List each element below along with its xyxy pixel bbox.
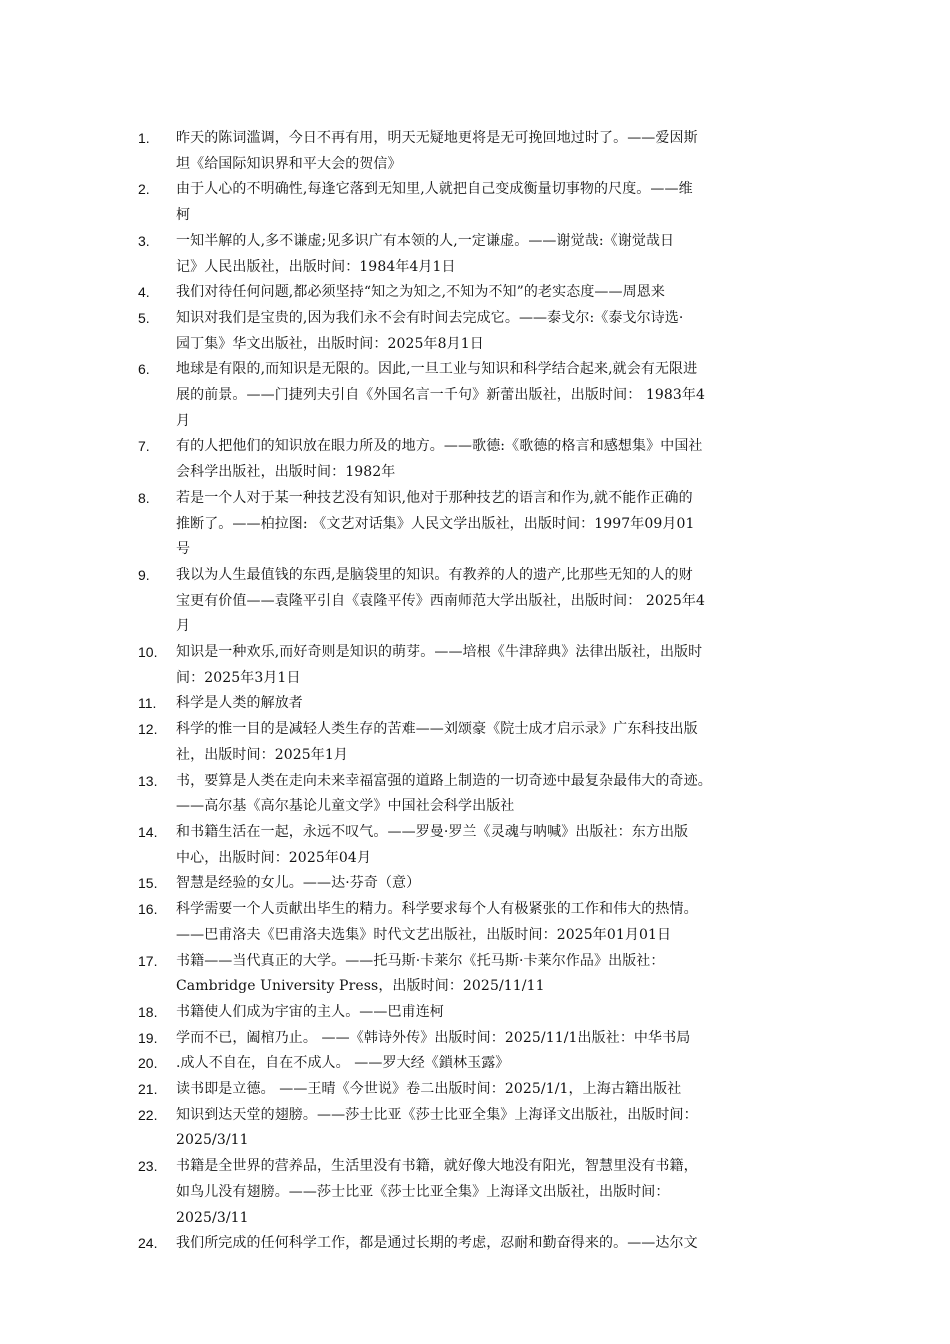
list-item-number: 20.	[138, 1055, 158, 1072]
quote-line: 月	[176, 412, 191, 429]
quote-text	[176, 1231, 828, 1257]
quote-line: 会科学出版社，出版时间：1982年	[176, 464, 396, 481]
quote-line: 由于人心的不明确性,每逢它落到无知里,人就把自己变成衡量切事物的尺度。——维	[176, 181, 693, 198]
list-item-number: 13.	[138, 772, 158, 789]
quote-text	[176, 1077, 828, 1103]
quote-line: 科学是人类的解放者	[176, 695, 303, 712]
list-item-number: 15.	[138, 875, 158, 892]
list-item-number: 22.	[138, 1106, 158, 1123]
quote-line: 知识对我们是宝贵的,因为我们永不会有时间去完成它。——泰戈尔:《泰戈尔诗选·	[176, 309, 684, 326]
quote-text	[176, 640, 828, 691]
quote-text	[176, 1154, 828, 1231]
list-item	[138, 1103, 828, 1154]
quote-line: 若是一个人对于某一种技艺没有知识,他对于那种技艺的语言和作为,就不能作正确的	[176, 489, 693, 506]
quote-text	[176, 126, 828, 177]
quote-text	[176, 871, 828, 897]
list-item	[138, 434, 828, 485]
list-item	[138, 486, 828, 563]
quote-line: 科学需要一个人贡献出毕生的精力。科学要求每个人有极紧张的工作和伟大的热情。	[176, 901, 698, 918]
list-item	[138, 871, 828, 897]
quote-line: 我们对待任何问题,都必须坚持“知之为知之,不知为不知”的老实态度——周恩来	[176, 284, 665, 301]
quote-line: 2025/3/11	[176, 1132, 249, 1149]
quote-line: 学而不已，阖棺乃止。 ——《韩诗外传》出版时间：2025/11/1出版社：中华书局	[176, 1029, 691, 1046]
list-item-number: 3.	[138, 232, 150, 249]
quote-line: 科学的惟一目的是减轻人类生存的苦难——刘颂豪《院士成才启示录》广东科技出版	[176, 721, 698, 738]
list-item-number: 24.	[138, 1235, 158, 1252]
list-item	[138, 177, 828, 228]
list-item	[138, 126, 828, 177]
list-item	[138, 1051, 828, 1077]
quote-text	[176, 357, 828, 434]
quote-text	[176, 486, 828, 563]
list-item	[138, 1000, 828, 1026]
list-item-number: 4.	[138, 284, 150, 301]
quote-line: 书籍是全世界的营养品，生活里没有书籍，就好像大地没有阳光，智慧里没有书籍，	[176, 1158, 698, 1175]
quote-line: 昨天的陈词滥调，今日不再有用，明天无疑地更将是无可挽回地过时了。——爱因斯	[176, 130, 698, 146]
quote-text	[176, 897, 828, 948]
list-item	[138, 897, 828, 948]
quote-line: 地球是有限的,而知识是无限的。因此,一旦工业与知识和科学结合起来,就会有无限进	[176, 361, 698, 378]
quote-line: 书籍使人们成为宇宙的主人。——巴甫连柯	[176, 1003, 444, 1020]
quote-line: Cambridge University Press，出版时间：2025/11/11	[176, 978, 545, 995]
quote-line: 中心，出版时间：2025年04月	[176, 849, 372, 866]
quote-text	[176, 1051, 828, 1077]
quote-line: 园丁集》华文出版社，出版时间：2025年8月1日	[176, 335, 484, 352]
quote-line: 间：2025年3月1日	[176, 669, 301, 686]
list-item-number: 16.	[138, 901, 158, 918]
quote-line: 我以为人生最值钱的东西,是脑袋里的知识。有教养的人的遗产,比那些无知的人的财	[176, 566, 693, 583]
quote-list	[138, 126, 828, 1257]
quote-line: 推断了。——柏拉图: 《文艺对话集》人民文学出版社，出版时间：1997年09月01	[176, 515, 695, 532]
list-item	[138, 357, 828, 434]
quote-text	[176, 177, 828, 228]
quote-line: 有的人把他们的知识放在眼力所及的地方。——歌德:《歌德的格言和感想集》中国社	[176, 438, 703, 455]
quote-line: 号	[176, 541, 191, 558]
quote-text	[176, 691, 828, 717]
list-item	[138, 820, 828, 871]
quote-text	[176, 949, 828, 1000]
list-item	[138, 769, 828, 820]
quote-line: 读书即是立德。 ——王晴《今世说》卷二出版时间：2025/1/1，上海古籍出版社	[176, 1081, 682, 1098]
list-item	[138, 1154, 828, 1231]
quote-text	[176, 229, 828, 280]
list-item	[138, 949, 828, 1000]
quote-text	[176, 1103, 828, 1154]
quote-text	[176, 280, 828, 306]
list-item-number: 2.	[138, 181, 150, 198]
list-item	[138, 229, 828, 280]
quote-line: 一知半解的人,多不谦虚;见多识广有本领的人,一定谦虚。——谢觉哉:《谢觉哉日	[176, 232, 675, 249]
quote-line: 记》人民出版社，出版时间：1984年4月1日	[176, 258, 456, 275]
quote-line: 知识到达天堂的翅膀。——莎士比亚《莎士比亚全集》上海译文出版社，出版时间：	[176, 1106, 698, 1123]
list-item-number: 7.	[138, 438, 150, 455]
quote-line: 2025/3/11	[176, 1209, 249, 1226]
list-item-number: 5.	[138, 309, 150, 326]
list-item	[138, 1231, 828, 1257]
quote-text	[176, 1026, 828, 1052]
list-item-number: 19.	[138, 1029, 158, 1046]
list-item-number: 6.	[138, 361, 150, 378]
list-item-number: 11.	[138, 695, 157, 712]
quote-line: ——高尔基《高尔基论儿童文学》中国社会科学出版社	[176, 798, 515, 815]
quote-text	[176, 306, 828, 357]
quote-line: ——巴甫洛夫《巴甫洛夫选集》时代文艺出版社，出版时间：2025年01月01日	[176, 926, 672, 943]
list-item-number: 14.	[138, 823, 158, 840]
quote-line: 宝更有价值——袁隆平引自《袁隆平传》西南师范大学出版社，出版时间： 2025年4	[176, 592, 705, 609]
quote-text	[176, 434, 828, 485]
quote-text	[176, 820, 828, 871]
quote-line: 和书籍生活在一起，永远不叹气。——罗曼·罗兰《灵魂与呐喊》出版社：东方出版	[176, 823, 689, 840]
list-item-number: 18.	[138, 1003, 158, 1020]
list-item-number: 9.	[138, 566, 150, 583]
list-item-number: 12.	[138, 721, 158, 738]
quote-line: 书，要算是人类在走向未来幸福富强的道路上制造的一切奇迹中最复杂最伟大的奇迹。	[176, 772, 712, 789]
list-item	[138, 1077, 828, 1103]
list-item-number: 10.	[138, 644, 158, 661]
list-item	[138, 640, 828, 691]
list-item-number: 21.	[138, 1081, 158, 1098]
quote-line: 知识是一种欢乐,而好奇则是知识的萌芽。——培根《牛津辞典》法律出版社，出版时	[176, 644, 703, 661]
list-item	[138, 306, 828, 357]
quote-line: .成人不自在，自在不成人。 ——罗大经《鎖林玉露》	[176, 1055, 510, 1072]
quote-line: 坦《给国际知识界和平大会的贺信》	[176, 155, 402, 172]
list-item-number: 23.	[138, 1158, 158, 1175]
quote-text	[176, 717, 828, 768]
list-item-number: 1.	[138, 130, 150, 146]
list-item	[138, 691, 828, 717]
quote-text	[176, 1000, 828, 1026]
list-item-number: 8.	[138, 489, 150, 506]
list-item	[138, 563, 828, 640]
quote-line: 如鸟儿没有翅膀。——莎士比亚《莎士比亚全集》上海译文出版社，出版时间：	[176, 1183, 670, 1200]
list-item	[138, 280, 828, 306]
list-item-number: 17.	[138, 952, 158, 969]
quote-line: 我们所完成的任何科学工作，都是通过长期的考虑，忍耐和勤奋得来的。——达尔文	[176, 1235, 698, 1252]
quote-line: 柯	[176, 207, 191, 224]
list-item	[138, 717, 828, 768]
quote-line: 智慧是经验的女儿。——达·芬奇（意）	[176, 875, 421, 892]
quote-text	[176, 563, 828, 640]
quote-line: 展的前景。——门捷列夫引自《外国名言一千句》新蕾出版社，出版时间： 1983年4	[176, 387, 705, 404]
quote-line: 月	[176, 618, 191, 635]
quote-line: 社，出版时间：2025年1月	[176, 746, 348, 763]
quote-text	[176, 769, 828, 820]
quote-line: 书籍——当代真正的大学。——托马斯·卡莱尔《托马斯·卡莱尔作品》出版社：	[176, 952, 665, 969]
list-item	[138, 1026, 828, 1052]
